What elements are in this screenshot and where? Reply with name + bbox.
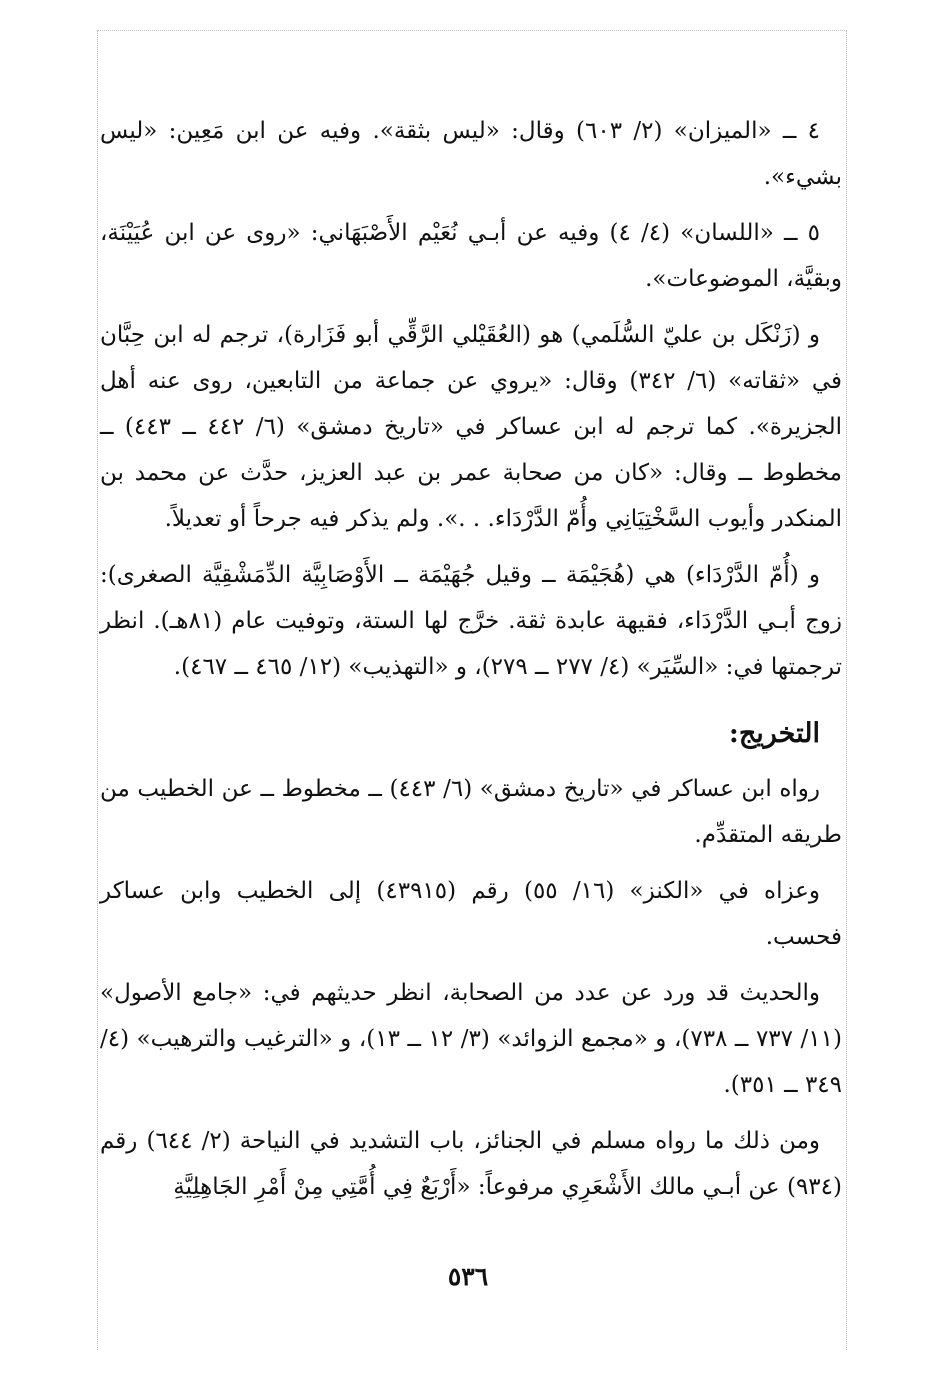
paragraph-umm-darda: و (أُمّ الدَّرْدَاء) هي (هُجَيْمَة ــ وقيل جُهَيْمَة ــ الأَوْصَابِيَّة الدِّمَشْقِيَّة الصغرى): زوج أبـي الدَّرْدَاء، فقيهة عابدة ثقة. خرَّج لها الستة، وتوفيت عام (٨١هـ). انظر ترجمتها في: «السِّيَر» (٤/ ٢٧٧ ــ ٢٧٩)، و «التهذيب» (١٢/ ٤٦٥ ــ ٤٦٧). bbox=[100, 562, 843, 680]
paragraph-zankal: و (زَنْكَل بن عليّ السُّلَمي) هو (العُقَيْلي الرَّقِّي أبو فَزَارة)، ترجم له ابن حِبَّان في «ثقاته» (٦/ ٣٤٢) وقال: «يروي عن جماعة من التابعين، روى عنه أهل الجزيرة». كما ترجم له ابن عساكر في «تاريخ دمشق» (٦/ ٤٤٢ ــ ٤٤٣) ــ مخطوط ــ وقال: «كان من صحابة عمر بن عبد العزيز، حدَّث عن محمد بن المنكدر وأيوب السَّخْتِيَانِي وأُمّ الدَّرْدَاء. . .». ولم يذكر فيه جرحاً أو تعديلاً. bbox=[100, 322, 843, 532]
paragraph-hadith-sources: والحديث قد ورد عن عدد من الصحابة، انظر حديثهم في: «جامع الأصول» (١١/ ٧٣٧ ــ ٧٣٨)، و «مجمع الزوائد» (٣/ ١٢ ــ ١٣)، و «الترغيب والترهيب» (٤/ ٣٤٩ ــ ٣٥١). bbox=[100, 980, 842, 1098]
paragraph-lisan: ٥ ــ «اللسان» (٤/ ٤) وفيه عن أبـي نُعَيْم الأَصْبَهَاني: «روى عن ابن عُيَيْنَة، وبقيَّة، الموضوعات». bbox=[100, 220, 842, 292]
section-heading-takhrij: التخريج: bbox=[728, 718, 820, 749]
paragraph-muslim: ومن ذلك ما رواه مسلم في الجنائز، باب التشديد في النياحة (٢/ ٦٤٤) رقم (٩٣٤) عن أبـي مالك الأَشْعَرِي مرفوعاً: «أَرْبَعٌ فِي أُمَّتِي مِنْ أَمْرِ الجَاهِلِيَّةِ bbox=[100, 1128, 842, 1200]
scan-artifact-right bbox=[846, 30, 847, 1350]
page-body bbox=[100, 108, 842, 1220]
page-number: ٥٣٦ bbox=[447, 1262, 489, 1291]
paragraph-ibn-asakir: رواه ابن عساكر في «تاريخ دمشق» (٦/ ٤٤٣) ــ مخطوط ــ عن الخطيب من طريقه المتقدِّم. bbox=[100, 776, 842, 848]
paragraph-mizan: ٤ ــ «الميزان» (٢/ ٦٠٣) وقال: «ليس بثقة». وفيه عن ابن مَعِين: «ليس بشيء». bbox=[100, 118, 842, 190]
scan-artifact-left bbox=[97, 30, 98, 1350]
paragraph-kanz: وعزاه في «الكنز» (١٦/ ٥٥) رقم (٤٣٩١٥) إلى الخطيب وابن عساكر فحسب. bbox=[100, 878, 842, 950]
scan-artifact-top bbox=[97, 30, 847, 31]
